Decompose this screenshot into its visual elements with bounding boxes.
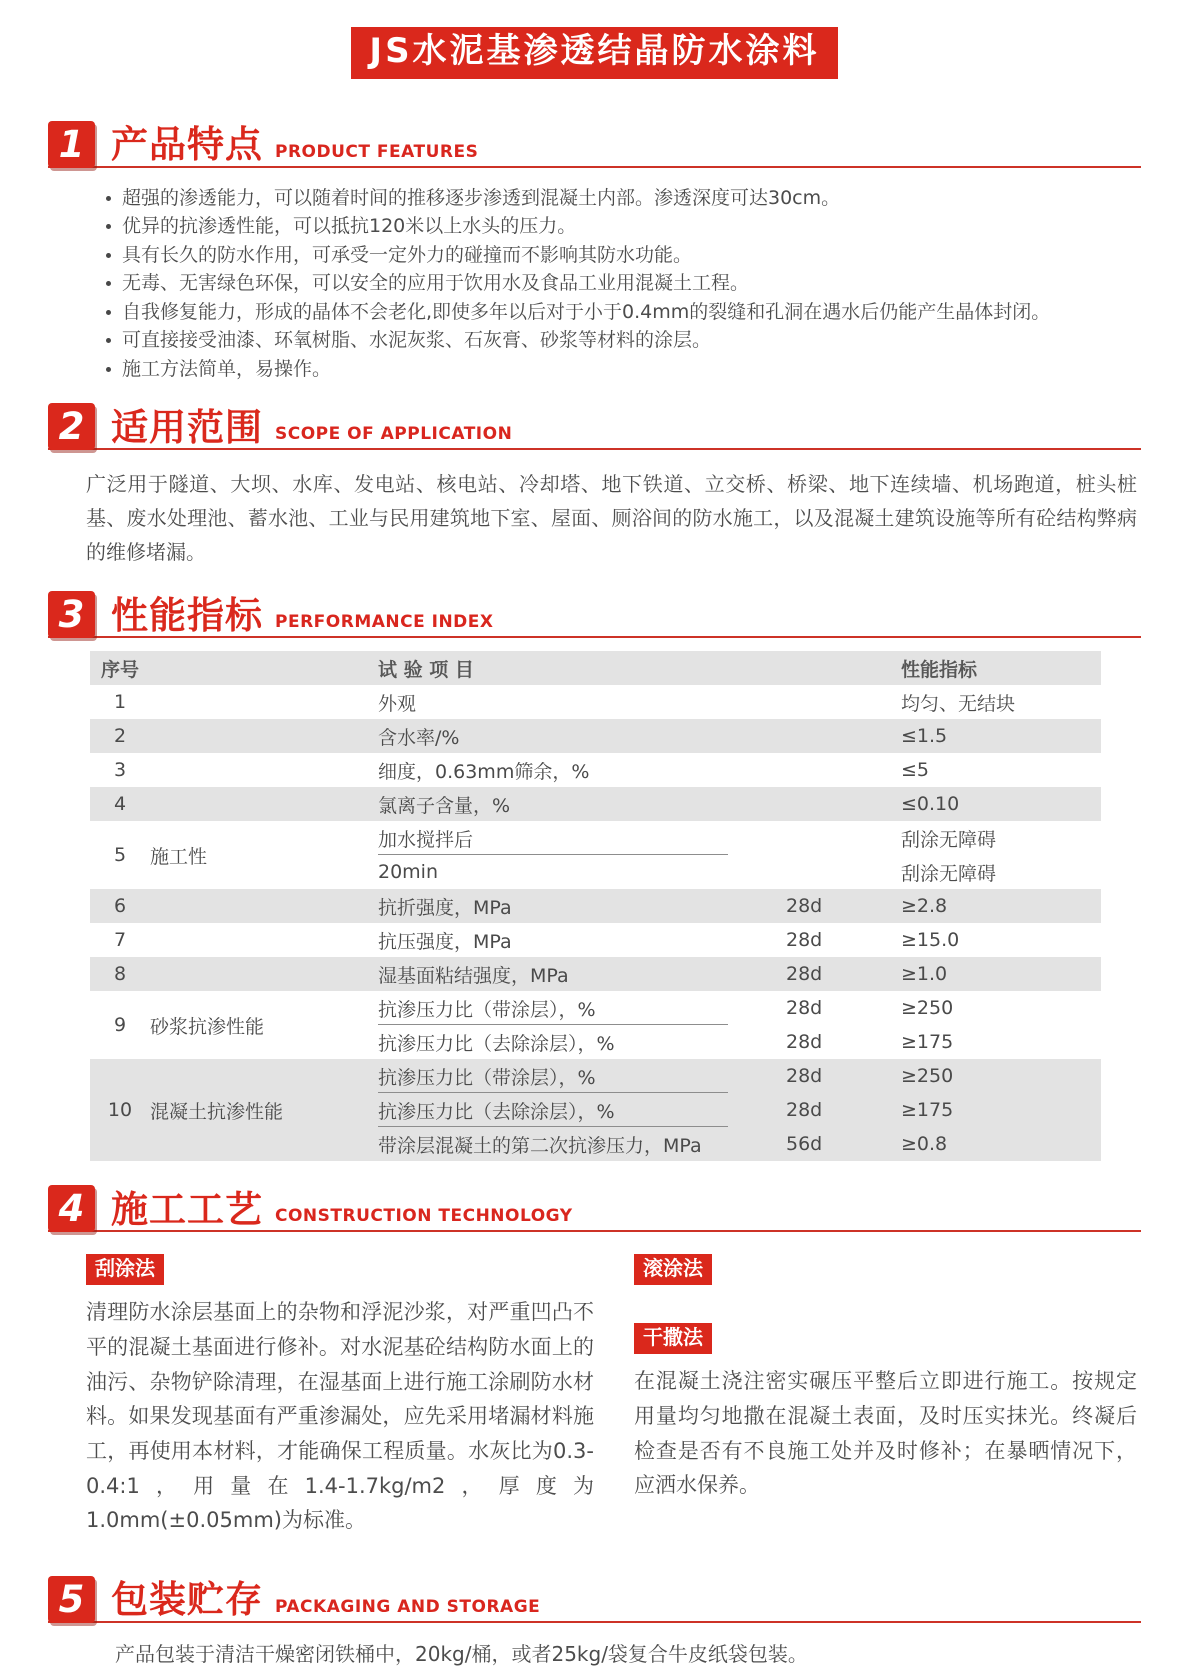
index-value: ≤1.5 xyxy=(901,725,948,748)
section-title: 性能指标 xyxy=(111,593,263,637)
feature-text: 超强的渗透能力，可以随着时间的推移逐步渗透到混凝土内部。渗透深度可达30cm。 xyxy=(122,186,841,209)
bullet-icon xyxy=(106,338,111,343)
index-value: ≥1.0 xyxy=(901,963,948,986)
test-item-name: 细度，0.63mm筛余，% xyxy=(378,760,590,783)
table-row xyxy=(90,991,1101,1059)
bullet-icon xyxy=(106,367,111,372)
packaging-paragraph: 产品包装于清洁干燥密闭铁桶中，20kg/桶，或者25kg/袋复合牛皮纸袋包装。 xyxy=(115,1641,808,1666)
test-item-name: 含水率/% xyxy=(378,726,460,749)
section-subtitle-en: PRODUCT FEATURES xyxy=(275,141,479,162)
table-subrow xyxy=(378,889,1101,923)
row-items xyxy=(378,991,1101,1059)
row-number: 8 xyxy=(113,963,127,986)
test-item-name: 带涂层混凝土的第二次抗渗压力，MPa xyxy=(378,1134,702,1157)
test-item-name: 氯离子含量，% xyxy=(378,794,511,817)
scrape-method-column xyxy=(86,1254,594,1537)
row-items xyxy=(378,821,1101,889)
section-subtitle-en: PERFORMANCE INDEX xyxy=(275,612,494,633)
bullet-icon xyxy=(106,253,111,258)
dry-method-tag: 干撒法 xyxy=(634,1323,712,1354)
scrape-method-text: 清理防水涂层基面上的杂物和浮泥沙浆，对严重凹凸不平的混凝土基面进行修补。对水泥基砼结构防水面上的油污、杂物铲除清理，在湿基面上进行施工涂刷防水材料。如果发现基面有严重渗漏处，应先采用堵漏材料施工，再使用本材料，才能确保工程质量。水灰比为0.3-0.4:1，用量在1.4-1.7kg/m2，厚度为1.0mm(±0.05mm)为标准。 xyxy=(86,1300,594,1533)
bullet-icon xyxy=(106,224,111,229)
test-item-name: 抗折强度，MPa xyxy=(378,896,512,919)
row-number: 6 xyxy=(113,895,127,918)
index-value: ≥175 xyxy=(901,1031,954,1054)
table-subrow xyxy=(378,1093,1101,1127)
section-title: 产品特点 xyxy=(111,123,263,167)
feature-item xyxy=(106,184,1129,213)
page-title: JS水泥基渗透结晶防水涂料 xyxy=(351,27,837,79)
section-header-construction xyxy=(48,1185,1141,1232)
table-row xyxy=(90,889,1101,923)
dry-method-text: 在混凝土浇注密实碾压平整后立即进行施工。按规定用量均匀地撒在混凝土表面，及时压实抹光。终凝后检查是否有不良施工处并及时修补；在暴晒情况下，应洒水保养。 xyxy=(634,1369,1137,1498)
section-number-badge: 2 xyxy=(48,403,95,450)
test-item-name: 加水搅拌后 xyxy=(378,821,786,855)
row-number: 10 xyxy=(107,1099,133,1122)
table-subrow xyxy=(378,685,1101,719)
performance-table xyxy=(90,651,1101,1161)
feature-item xyxy=(106,298,1129,327)
feature-item xyxy=(106,326,1129,355)
section-header-packaging xyxy=(48,1576,1141,1623)
test-age: 56d xyxy=(786,1133,823,1156)
row-items xyxy=(378,685,1101,719)
test-age: 28d xyxy=(786,963,823,986)
test-age: 28d xyxy=(786,1065,823,1088)
header-age-spacer xyxy=(786,651,901,685)
section-title: 包装贮存 xyxy=(111,1578,263,1622)
section-title: 施工工艺 xyxy=(111,1187,263,1231)
table-subrow xyxy=(378,1059,1101,1093)
row-group-label xyxy=(150,719,378,753)
row-group-label xyxy=(150,685,378,719)
table-subrow xyxy=(378,991,1101,1025)
row-group-label xyxy=(150,957,378,991)
table-body xyxy=(90,685,1101,1161)
test-age: 28d xyxy=(786,997,823,1020)
table-row xyxy=(90,957,1101,991)
table-subrow xyxy=(378,1127,1101,1161)
index-value: ≤0.10 xyxy=(901,793,960,816)
feature-text: 优异的抗渗透性能，可以抵抗120米以上水头的压力。 xyxy=(122,215,577,238)
section-subtitle-en: PACKAGING AND STORAGE xyxy=(275,1596,541,1617)
feature-list xyxy=(106,184,1129,384)
row-group-label xyxy=(150,787,378,821)
row-number: 4 xyxy=(113,793,127,816)
row-items xyxy=(378,1059,1101,1161)
row-number: 9 xyxy=(113,1014,127,1037)
bullet-icon xyxy=(106,310,111,315)
index-value: ≥2.8 xyxy=(901,895,948,918)
feature-text: 施工方法简单，易操作。 xyxy=(122,357,332,380)
row-group-label xyxy=(150,889,378,923)
table-subrow xyxy=(378,923,1101,957)
bullet-icon xyxy=(106,281,111,286)
feature-item xyxy=(106,212,1129,241)
table-row xyxy=(90,923,1101,957)
section-header-performance xyxy=(48,591,1141,638)
row-items xyxy=(378,787,1101,821)
section-number-badge: 5 xyxy=(48,1576,95,1623)
header-index: 性能指标 xyxy=(901,658,978,681)
row-number: 2 xyxy=(113,725,127,748)
scope-paragraph: 广泛用于隧道、大坝、水库、发电站、核电站、冷却塔、地下铁道、立交桥、桥梁、地下连续墙、机场跑道，桩头桩基、废水处理池、蓄水池、工业与民用建筑地下室、屋面、厕浴间的防水施工，以及混凝土建筑设施等所有砼结构弊病的维修堵漏。 xyxy=(86,472,1137,565)
index-value: 刮涂无障碍 xyxy=(901,828,997,851)
table-subrow xyxy=(378,1025,1101,1059)
test-age xyxy=(786,719,901,753)
construction-methods xyxy=(86,1254,1137,1537)
section-subtitle-en: CONSTRUCTION TECHNOLOGY xyxy=(275,1206,573,1227)
test-item-name: 外观 xyxy=(378,692,417,715)
index-value: 刮涂无障碍 xyxy=(901,862,997,885)
test-item-name: 抗渗压力比（去除涂层），% xyxy=(378,1032,615,1055)
row-items xyxy=(378,889,1101,923)
row-number: 1 xyxy=(113,691,127,714)
table-row xyxy=(90,821,1101,889)
test-age: 28d xyxy=(786,1031,823,1054)
section-number-badge: 1 xyxy=(48,121,95,168)
feature-text: 具有长久的防水作用，可承受一定外力的碰撞而不影响其防水功能。 xyxy=(122,243,693,266)
row-items xyxy=(378,957,1101,991)
row-number: 7 xyxy=(113,929,127,952)
row-number: 5 xyxy=(113,844,127,867)
table-row xyxy=(90,753,1101,787)
table-subrow xyxy=(378,753,1101,787)
test-age: 28d xyxy=(786,1099,823,1122)
index-value: ≥250 xyxy=(901,1065,954,1088)
test-age xyxy=(786,685,901,719)
test-item-name: 抗渗压力比（带涂层），% xyxy=(378,1059,786,1093)
header-test-item: 试 验 项 目 xyxy=(378,658,474,681)
test-age: 28d xyxy=(786,895,823,918)
row-group-label: 施工性 xyxy=(150,845,208,868)
test-age xyxy=(786,855,901,889)
section-number-badge: 3 xyxy=(48,591,95,638)
index-value: 均匀、无结块 xyxy=(901,692,1016,715)
test-item-name: 抗渗压力比（去除涂层），% xyxy=(378,1093,786,1127)
roll-dry-method-column xyxy=(634,1254,1137,1537)
table-subrow xyxy=(378,957,1101,991)
table-row xyxy=(90,1059,1101,1161)
feature-text: 可直接接受油漆、环氧树脂、水泥灰浆、石灰膏、砂浆等材料的涂层。 xyxy=(122,329,712,352)
section-subtitle-en: SCOPE OF APPLICATION xyxy=(275,424,513,445)
test-age xyxy=(786,753,901,787)
test-item-name: 抗渗压力比（带涂层），% xyxy=(378,991,786,1025)
header-no: 序号 xyxy=(100,658,139,681)
index-value: ≤5 xyxy=(901,759,930,782)
index-value: ≥15.0 xyxy=(901,929,960,952)
row-group-label: 砂浆抗渗性能 xyxy=(150,1015,265,1038)
index-value: ≥250 xyxy=(901,997,954,1020)
test-item-name: 湿基面粘结强度，MPa xyxy=(378,964,569,987)
section-header-scope xyxy=(48,403,1141,450)
table-row xyxy=(90,685,1101,719)
table-subrow xyxy=(378,719,1101,753)
feature-text: 无毒、无害绿色环保，可以安全的应用于饮用水及食品工业用混凝土工程。 xyxy=(122,272,750,295)
test-age xyxy=(786,787,901,821)
section-title: 适用范围 xyxy=(111,405,263,449)
index-value: ≥175 xyxy=(901,1099,954,1122)
index-value: ≥0.8 xyxy=(901,1133,948,1156)
section-number-badge: 4 xyxy=(48,1185,95,1232)
bullet-icon xyxy=(106,196,111,201)
roll-method-tag: 滚涂法 xyxy=(634,1254,712,1285)
table-header-row xyxy=(90,651,1101,685)
scrape-method-tag: 刮涂法 xyxy=(86,1254,164,1285)
feature-item xyxy=(106,269,1129,298)
table-subrow xyxy=(378,855,1101,889)
feature-item xyxy=(106,241,1129,270)
row-group-label xyxy=(150,753,378,787)
table-row xyxy=(90,787,1101,821)
feature-item xyxy=(106,355,1129,384)
row-items xyxy=(378,753,1101,787)
row-group-label: 混凝土抗渗性能 xyxy=(150,1100,284,1123)
document-page xyxy=(0,27,1189,1666)
row-items xyxy=(378,719,1101,753)
test-age xyxy=(786,821,901,855)
table-subrow xyxy=(378,787,1101,821)
row-items xyxy=(378,923,1101,957)
feature-text: 自我修复能力，形成的晶体不会老化,即使多年以后对于小于0.4mm的裂缝和孔洞在遇水后仍能产生晶体封闭。 xyxy=(122,300,1051,323)
row-group-label xyxy=(150,923,378,957)
test-item-name: 抗压强度，MPa xyxy=(378,930,512,953)
row-number: 3 xyxy=(113,759,127,782)
test-age: 28d xyxy=(786,929,823,952)
table-row xyxy=(90,719,1101,753)
section-header-features xyxy=(48,121,1141,168)
table-subrow xyxy=(378,821,1101,855)
test-item-name: 20min xyxy=(378,861,439,884)
spacer xyxy=(634,1285,1137,1323)
header-group-spacer xyxy=(150,651,378,685)
